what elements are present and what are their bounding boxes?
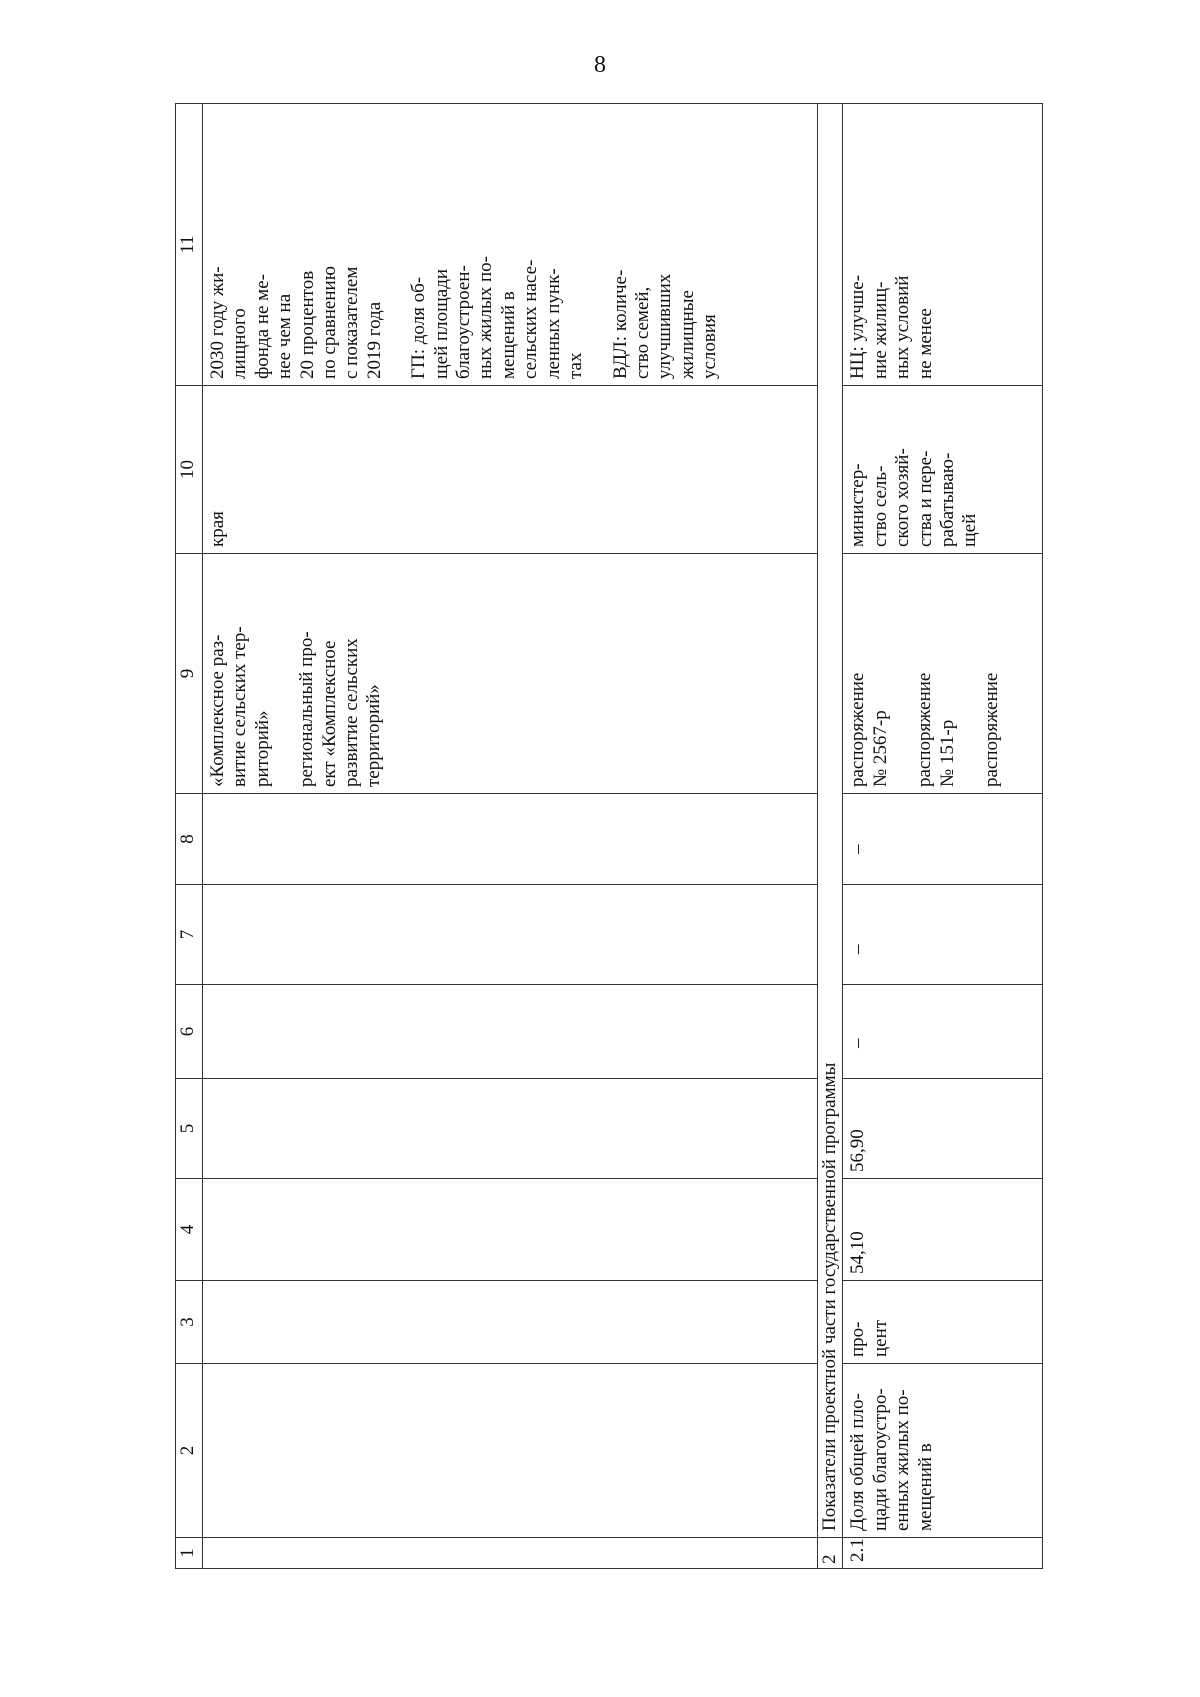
value-col-8: – (843, 794, 1043, 885)
table-row-2-1 (843, 104, 1043, 1569)
vdl-indicator-text: ВДЛ: количе- ство семей, улучшивших жилищные условия (609, 269, 721, 379)
page-number: 8 (594, 52, 606, 78)
unit (843, 1281, 1043, 1364)
row-number: 2.1 (843, 1538, 1043, 1569)
indicator-name (843, 1364, 1043, 1538)
col-num-7: 7 (176, 885, 203, 985)
cell-continuation-4 (203, 1179, 818, 1281)
cell-continuation-8 (203, 794, 818, 885)
section-number: 2 (818, 1538, 843, 1569)
responsible-text: министер- ство сель- ского хозяй- ства и пере- рабатываю- щей (847, 448, 981, 547)
cell-continuation-5 (203, 1079, 818, 1179)
col-num-11: 11 (176, 104, 203, 386)
col-num-10: 10 (176, 386, 203, 554)
cell-continuation-7 (203, 885, 818, 985)
cell-continuation-1 (203, 1538, 818, 1569)
cell-regulation (843, 554, 1043, 794)
cell-continuation-6 (203, 985, 818, 1079)
value-col-6: – (843, 985, 1043, 1079)
column-number-row (176, 104, 203, 1569)
indicators-table (175, 103, 1043, 1569)
col-num-2: 2 (176, 1364, 203, 1538)
cell-continuation-program (203, 554, 818, 794)
goal-nc-text: НЦ: улучше- ние жилищ- ных условий не менее (847, 274, 936, 379)
goal-text: 2030 году жи- лищного фонда не ме- нее чем на 20 процентов по сравнению с показателем 2019 года (207, 266, 385, 379)
cell-continuation-responsible: края (203, 386, 818, 554)
regulation-3: распоряжение (981, 672, 1003, 787)
cell-goal (843, 104, 1043, 386)
value-col-5: 56,90 (843, 1079, 1043, 1179)
section-title: Показатели проектной части государственной программы (818, 104, 843, 1538)
table-row-continuation (203, 104, 818, 1569)
cell-responsible (843, 386, 1043, 554)
regional-project-name: региональный про- ект «Комплексное развитие сельских территорий» (296, 631, 385, 787)
col-num-9: 9 (176, 554, 203, 794)
value-col-4: 54,10 (843, 1179, 1043, 1281)
cell-continuation-goals (203, 104, 818, 386)
col-num-8: 8 (176, 794, 203, 885)
rotated-table-wrapper (175, 104, 1075, 1569)
table-row-section (818, 104, 843, 1569)
program-name: «Комплексное раз- витие сельских тер- риторий» (207, 626, 273, 787)
col-num-1: 1 (176, 1538, 203, 1569)
regulation-2: распоряжение № 151-р (914, 672, 958, 787)
col-num-6: 6 (176, 985, 203, 1079)
col-num-5: 5 (176, 1079, 203, 1179)
col-num-3: 3 (176, 1281, 203, 1364)
indicator-name-text: Доля общей пло- щади благоустро- енных жилых по- мещений в (847, 1388, 936, 1531)
cell-continuation-3 (203, 1281, 818, 1364)
unit-text: про- цент (847, 1319, 891, 1357)
cell-continuation-2 (203, 1364, 818, 1538)
regulation-1: распоряжение № 2567-р (847, 672, 891, 787)
gp-indicator-text: ГП: доля об- щей площади благоустроен- ных жилых по- мещений в сельских насе- ленных пунк- тах (408, 256, 587, 379)
value-col-7: – (843, 885, 1043, 985)
col-num-4: 4 (176, 1179, 203, 1281)
